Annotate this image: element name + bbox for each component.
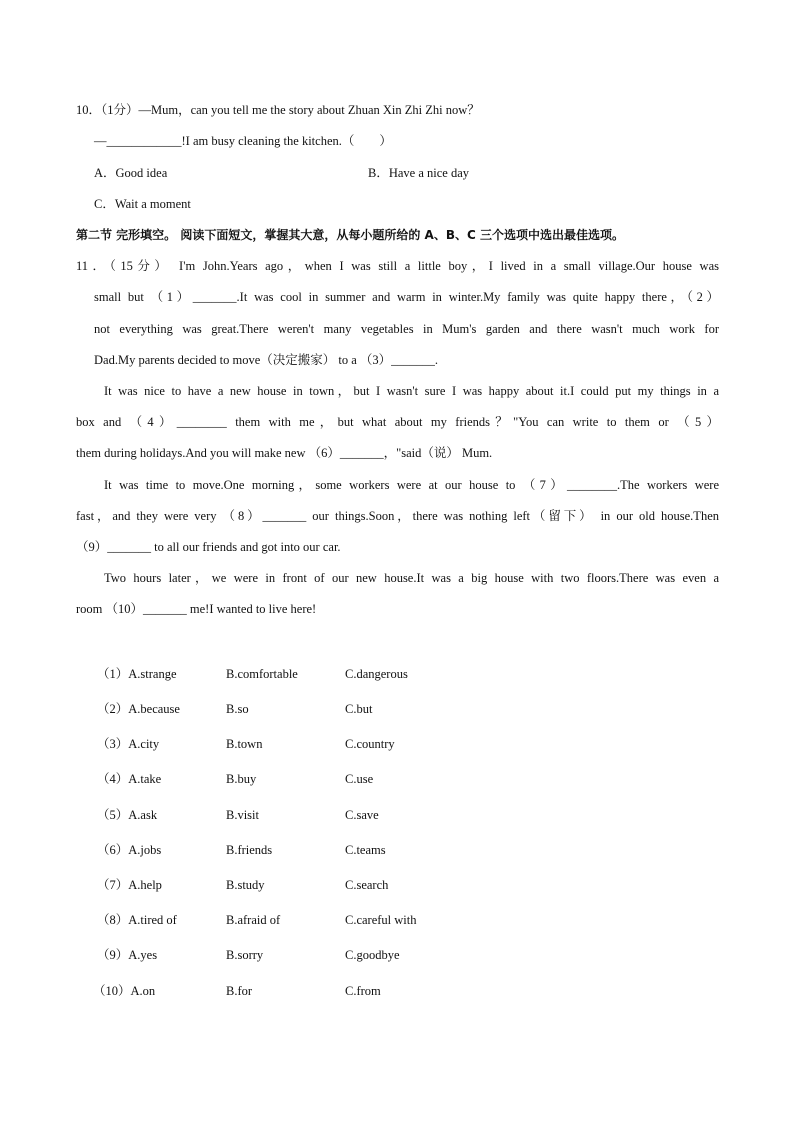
q11-para3-line-3: （9）_______ to all our friends and got into our car. <box>76 540 341 554</box>
option-row <box>97 807 497 823</box>
q11-line-2: small but （1）_______.It was cool in summer and warm in winter.My family was quite happy there，（2） <box>94 290 719 304</box>
q10-reply: —____________!I am busy cleaning the kitchen.（ ） <box>94 134 392 148</box>
option-row <box>97 947 497 963</box>
q10-option-c: C．Wait a moment <box>94 197 191 211</box>
q11-para2-line-3: them during holidays.And you will make new （6）_______，"said（说） Mum. <box>76 446 493 460</box>
option-row <box>97 912 497 928</box>
option-b: B.afraid of <box>226 913 281 927</box>
option-c: C.search <box>345 878 389 892</box>
option-a: （6）A.jobs <box>97 843 162 857</box>
option-a: （10）A.on <box>93 984 156 998</box>
q11-para4-line-2: room （10）_______ me!I wanted to live here! <box>76 602 317 616</box>
q11-para4-line-1: Two hours later，we were in front of our new house.It was a big house with two floors.There was even a <box>104 571 719 585</box>
option-c: C.teams <box>345 843 386 857</box>
option-a: （7）A.help <box>97 878 162 892</box>
q10-option-b: B．Have a nice day <box>368 166 470 180</box>
option-b: B.comfortable <box>226 667 298 681</box>
option-b: B.for <box>226 984 253 998</box>
q11-line-1: 11．（15分） I'm John.Years ago，when I was still a little boy，I lived in a small village.Our house was <box>76 259 719 273</box>
option-a: （5）A.ask <box>97 808 158 822</box>
option-b: B.town <box>226 737 263 751</box>
option-c: C.careful with <box>345 913 417 927</box>
option-a: （8）A.tired of <box>97 913 177 927</box>
option-b: B.visit <box>226 808 259 822</box>
option-c: C.dangerous <box>345 667 408 681</box>
option-b: B.buy <box>226 772 257 786</box>
q11-para3-line-2: fast，and they were very （8）_______ our things.Soon，there was nothing left（留下） in our old house.Then <box>76 509 719 523</box>
option-a: （1）A.strange <box>97 667 177 681</box>
option-row <box>97 666 497 682</box>
q10-question: 10．（1分）—Mum，can you tell me the story about Zhuan Xin Zhi Zhi now？ <box>76 103 480 117</box>
q11-para3-line-1: It was time to move.One morning，some workers were at our house to （7）________.The workers were <box>104 478 719 492</box>
option-b: B.sorry <box>226 948 264 962</box>
option-row <box>97 877 497 893</box>
q11-line-3: not everything was great.There weren't many vegetables in Mum's garden and there wasn't much work for <box>94 322 719 336</box>
option-c: C.country <box>345 737 395 751</box>
option-a: （9）A.yes <box>97 948 158 962</box>
option-b: B.so <box>226 702 249 716</box>
q10-option-a: A．Good idea <box>94 166 168 180</box>
option-b: B.study <box>226 878 265 892</box>
option-a: （3）A.city <box>97 737 160 751</box>
option-row <box>97 701 497 717</box>
option-c: C.save <box>345 808 379 822</box>
option-row <box>93 983 493 999</box>
option-c: C.goodbye <box>345 948 400 962</box>
option-a: （4）A.take <box>97 772 162 786</box>
option-c: C.use <box>345 772 374 786</box>
q11-line-4: Dad.My parents decided to move（决定搬家） to a （3）_______. <box>94 353 439 367</box>
option-c: C.but <box>345 702 373 716</box>
option-a: （2）A.because <box>97 702 180 716</box>
section-heading: 第二节 完形填空。 阅读下面短文，掌握其大意，从每小题所给的 A、B、C 三个选项中选出最佳选项。 <box>76 228 624 242</box>
q11-para2-line-2: box and （4）________ them with me，but what about my friends？"You can write to them or （5） <box>76 415 719 429</box>
option-row <box>97 842 497 858</box>
option-b: B.friends <box>226 843 273 857</box>
q11-para2-line-1: It was nice to have a new house in town，but I wasn't sure I was happy about it.I could put my things in a <box>104 384 719 398</box>
option-row <box>97 771 497 787</box>
option-c: C.from <box>345 984 381 998</box>
option-row <box>97 736 497 752</box>
